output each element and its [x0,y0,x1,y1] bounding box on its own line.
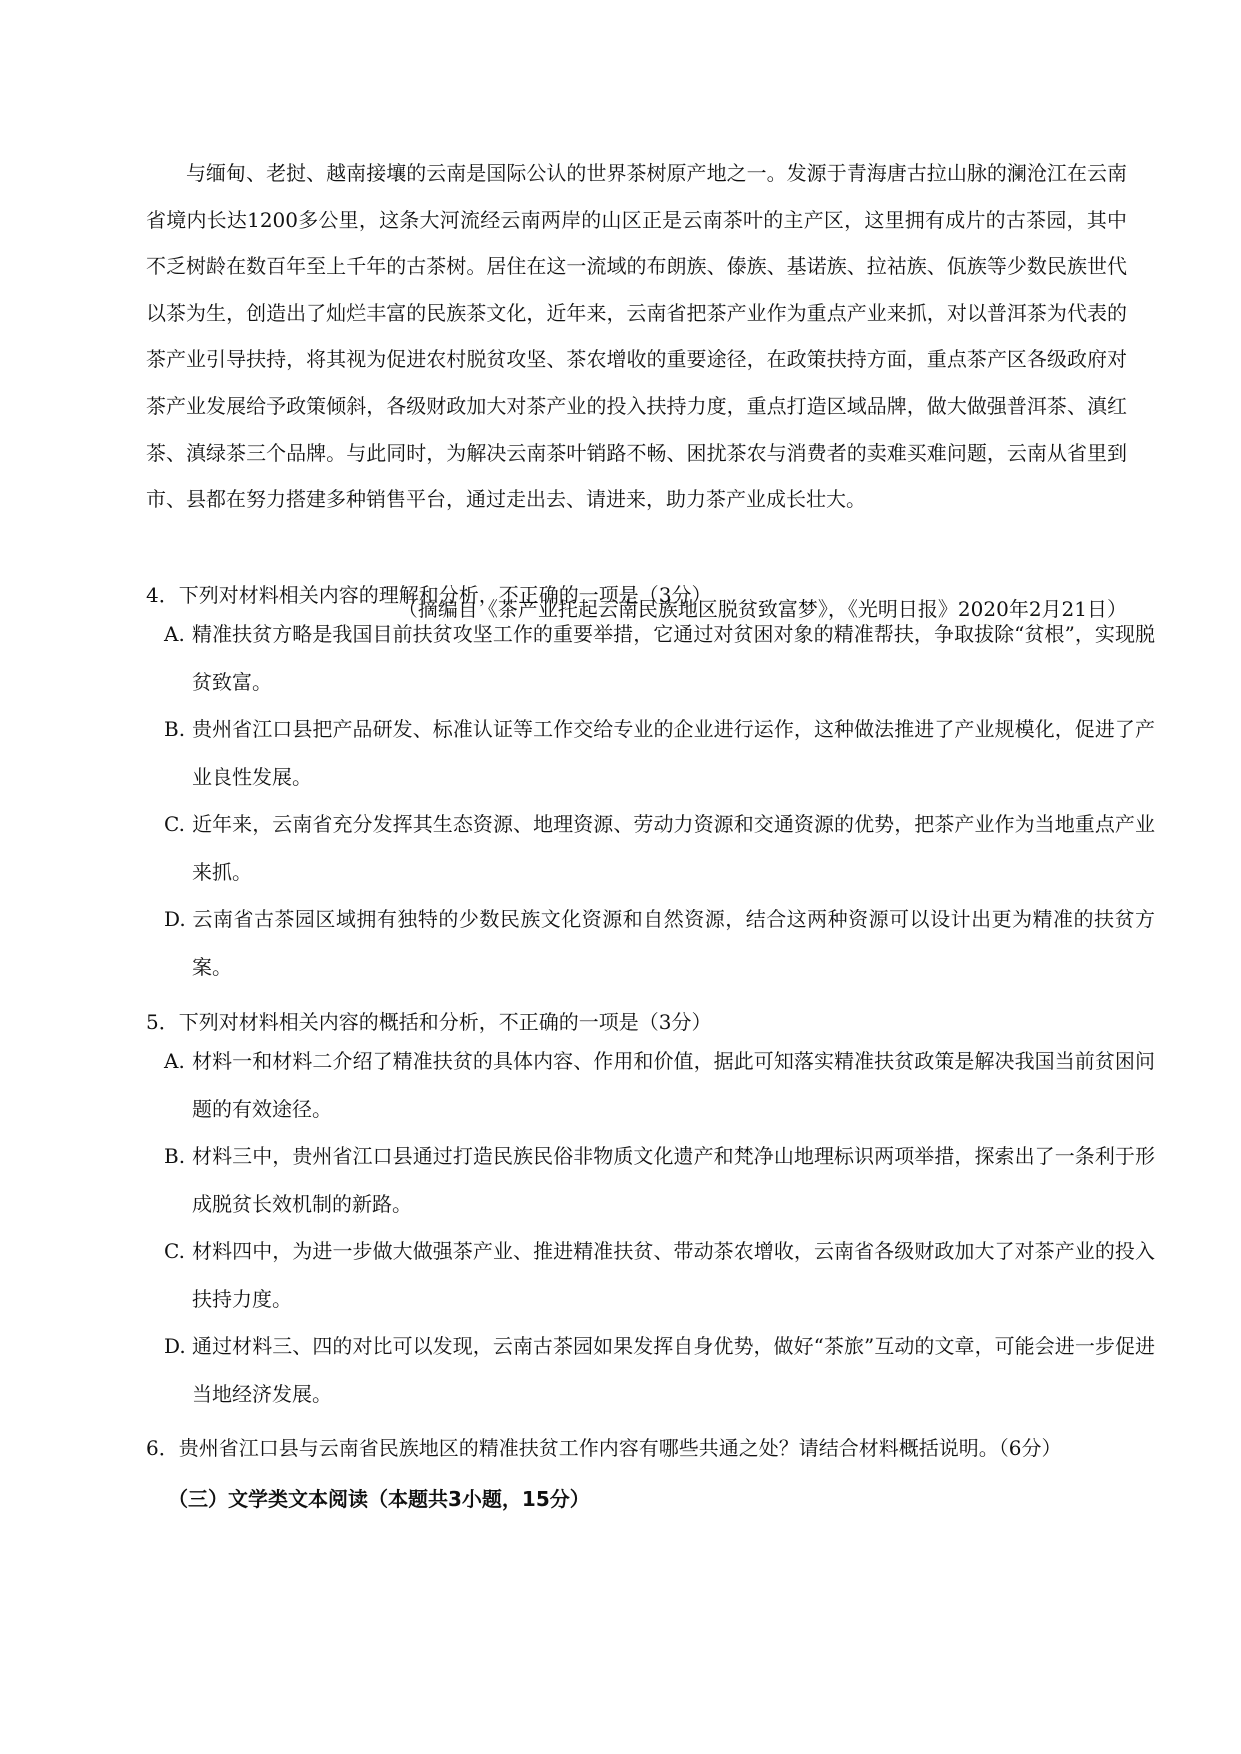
question-4-option-d [164,896,1155,991]
section-heading: （三）文学类文本阅读（本题共3小题，15分） [168,1487,590,1511]
option-letter: B. [164,717,186,741]
question-4-option-c [164,801,1155,896]
option-letter: B. [164,1144,186,1168]
option-text: 材料三中，贵州省江口县通过打造民族民俗非物质文化遗产和梵净山地理标识两项举措，探索出了一条利于形成脱贫长效机制的新路。 [192,1144,1155,1216]
option-text: 材料四中，为进一步做大做强茶产业、推进精准扶贫、带动茶农增收，云南省各级财政加大了对茶产业的投入扶持力度。 [192,1239,1155,1311]
option-letter: C. [164,812,185,836]
option-letter: A. [164,622,185,646]
question-6-stem: 6．贵州省江口县与云南省民族地区的精准扶贫工作内容有哪些共通之处？请结合材料概括说明。（6分） [146,1436,1062,1460]
question-5-stem: 5．下列对材料相关内容的概括和分析，不正确的一项是（3分） [146,1010,712,1034]
question-5-option-c [164,1228,1155,1323]
option-text: 近年来，云南省充分发挥其生态资源、地理资源、劳动力资源和交通资源的优势，把茶产业作为当地重点产业来抓。 [192,812,1155,884]
reading-passage: 与缅甸、老挝、越南接壤的云南是国际公认的世界茶树原产地之一。发源于青海唐古拉山脉的澜沧江在云南省境内长达1200多公里，这条大河流经云南两岸的山区正是云南茶叶的主产区，这里拥有成片的古茶园，其中不乏树龄在数百年至上千年的古茶树。居住在这一流域的布朗族、傣族、基诺族、拉祜族、佤族等少数民族世代以茶为生，创造出了灿烂丰富的民族茶文化，近年来，云南省把茶产业作为重点产业来抓，对以普洱茶为代表的茶产业引导扶持，将其视为促进农村脱贫攻坚、茶农增收的重要途径，在政策扶持方面，重点茶产区各级政府对茶产业发展给予政策倾斜，各级财政加大对茶产业的投入扶持力度，重点打造区域品牌，做大做强普洱茶、滇红茶、滇绿茶三个品牌。与此同时，为解决云南茶叶销路不畅、困扰茶农与消费者的卖难买难问题，云南从省里到市、县都在努力搭建多种销售平台，通过走出去、请进来，助力茶产业成长壮大。 [146,161,1127,512]
question-5-option-b [164,1133,1155,1228]
option-text: 通过材料三、四的对比可以发现，云南古茶园如果发挥自身优势，做好“茶旅”互动的文章，可能会进一步促进当地经济发展。 [192,1334,1155,1406]
option-letter: D. [164,907,186,931]
option-text: 材料一和材料二介绍了精准扶贫的具体内容、作用和价值，据此可知落实精准扶贫政策是解决我国当前贫困问题的有效途径。 [192,1049,1155,1121]
option-text: 精准扶贫方略是我国目前扶贫攻坚工作的重要举措，它通过对贫困对象的精准帮扶，争取拔除“贫根”，实现脱贫致富。 [192,622,1155,694]
option-letter: C. [164,1239,185,1263]
option-letter: A. [164,1049,185,1073]
option-letter: D. [164,1334,186,1358]
question-5-option-d [164,1323,1155,1418]
source-citation: （摘编自《茶产业托起云南民族地区脱贫致富梦》，《光明日报》2020年2月21日） [397,597,1127,621]
option-text: 贵州省江口县把产品研发、标准认证等工作交给专业的企业进行运作，这种做法推进了产业规模化，促进了产业良性发展。 [192,717,1155,789]
question-4-option-b [164,706,1155,801]
question-4-option-a [164,611,1155,706]
question-5-option-a [164,1038,1155,1133]
option-text: 云南省古茶园区域拥有独特的少数民族文化资源和自然资源，结合这两种资源可以设计出更为精准的扶贫方案。 [192,907,1155,979]
question-4-stem: 4．下列对材料相关内容的理解和分析，不正确的一项是（3分） [146,583,712,607]
